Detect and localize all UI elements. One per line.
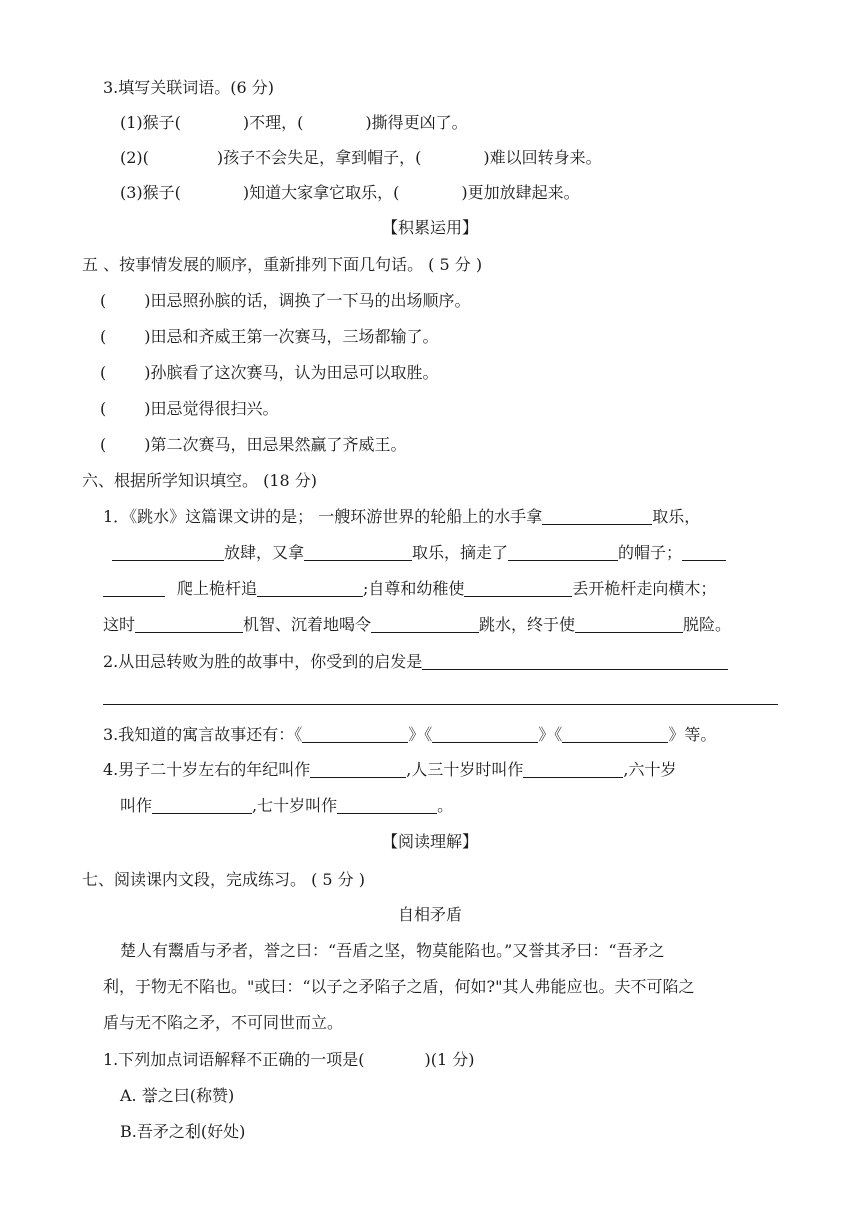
section-heading-reading: 【阅读理解】 (381, 832, 478, 851)
text: A. (120, 1086, 142, 1105)
fill-blank[interactable] (302, 726, 408, 743)
text: ,人三十岁时叫作 (406, 760, 524, 779)
text: )难以回转身来。 (483, 148, 602, 167)
text: 》《 (408, 725, 433, 744)
fill-blank[interactable] (464, 580, 572, 597)
text: (1)猴子( (120, 113, 181, 132)
text: )(1 分) (424, 1050, 475, 1069)
q6-s4-line2 (120, 795, 453, 817)
paren-open: ( (100, 435, 107, 454)
q5-item (100, 398, 279, 420)
text: ;自尊和幼稚使 (363, 579, 465, 598)
text: )孩子不会失足，拿到帽子，( (216, 148, 422, 167)
text: 之曰(称赞) (157, 1086, 235, 1105)
paren-open: ( (100, 327, 107, 346)
text: 》等。 (668, 725, 717, 744)
fill-blank[interactable] (310, 761, 406, 778)
q4-line-3 (120, 182, 580, 204)
item-text: 田忌觉得很扫兴。 (150, 399, 279, 418)
text: 机智、沉着地喝令 (243, 615, 372, 634)
text: 1．《跳水》这篇课文讲的是； 一艘环游世界的轮船上的水手拿 (103, 507, 543, 526)
text: )不理，( (242, 113, 304, 132)
q7-title: 七、阅读课内文段，完成练习。 ( 5 分 ) (82, 870, 366, 889)
q7-sub1 (103, 1049, 475, 1071)
q4-line-1 (120, 112, 468, 134)
option-a[interactable] (120, 1085, 234, 1107)
text: 丢开桅杆走向横木； (572, 579, 717, 598)
fill-blank[interactable] (304, 544, 412, 561)
fill-blank[interactable] (422, 653, 728, 670)
text: 放肆，又拿 (224, 543, 305, 562)
passage-line: 楚人有鬻盾与矛者，誉之曰：“吾盾之坚，物莫能陷也。”又誉其矛曰：“吾矛之 (120, 941, 665, 960)
q6-title: 六、根据所学知识填空。 (18 分) (82, 471, 318, 490)
fill-blank[interactable] (575, 616, 683, 633)
text: 1.下列加点词语解释不正确的一项是( (103, 1050, 365, 1069)
text: )知道大家拿它取乐，( (242, 183, 400, 202)
q5-title: 五 、按事情发展的顺序，重新排列下面几句话。 ( 5 分 ) (82, 255, 483, 274)
paren-open: ( (100, 363, 107, 382)
paren-close: ) (144, 327, 151, 346)
fill-blank[interactable] (523, 761, 623, 778)
q6-s1-line1 (103, 506, 700, 528)
answer-line[interactable] (103, 704, 778, 705)
fill-blank[interactable] (135, 616, 243, 633)
q4-title: 3.填写关联词语。(6 分) (103, 78, 275, 97)
q6-s4-line1 (103, 759, 676, 781)
fill-blank[interactable] (562, 726, 668, 743)
text: 的帽子； (618, 543, 683, 562)
text: 叫作 (120, 796, 153, 815)
q5-item (100, 290, 471, 312)
paren-close: ) (144, 399, 151, 418)
q6-s3 (103, 724, 716, 746)
fill-blank[interactable] (152, 797, 252, 814)
item-text: 田忌照孙膑的话，调换了一下马的出场顺序。 (150, 291, 471, 310)
section-heading-accumulate: 【积累运用】 (381, 218, 478, 237)
text: 脱险。 (683, 615, 732, 634)
q5-item (100, 362, 439, 384)
paren-open: ( (100, 291, 107, 310)
passage-line: 利，于物无不陷也。"或曰：“以子之矛陷子之盾，何如?"其人弗能应也。夫不可陷之 (103, 977, 695, 996)
text: ,六十岁 (623, 760, 677, 779)
q6-s2 (103, 651, 728, 673)
q6-s1-line2 (112, 542, 726, 564)
text: B.吾矛之 (120, 1122, 185, 1141)
text: )撕得更凶了。 (365, 113, 468, 132)
q5-item (100, 326, 439, 348)
fill-blank[interactable] (112, 544, 224, 561)
fill-blank[interactable] (682, 544, 726, 561)
q4-line-2 (120, 147, 602, 169)
fill-blank[interactable] (257, 580, 363, 597)
item-text: 田忌和齐威王第一次赛马，三场都输了。 (150, 327, 439, 346)
q6-s1-line4 (103, 614, 731, 636)
text: ,七十岁叫作 (252, 796, 338, 815)
text: (好处) (200, 1122, 246, 1141)
text: 这时 (103, 615, 136, 634)
text: 2.从田忌转败为胜的故事中，你受到的启发是 (103, 652, 423, 671)
fill-blank[interactable] (432, 726, 538, 743)
fill-blank[interactable] (103, 580, 165, 597)
text: 跳水，终于使 (479, 615, 576, 634)
text: (2)( (120, 148, 149, 167)
text: 》《 (538, 725, 563, 744)
fill-blank[interactable] (371, 616, 479, 633)
text: 。 (437, 796, 454, 815)
text: 3.我知道的寓言故事还有：《 (103, 725, 303, 744)
text: 取乐， (652, 507, 701, 526)
q5-item (100, 434, 407, 456)
paren-close: ) (144, 363, 151, 382)
passage-title: 自相矛盾 (397, 905, 462, 924)
passage-line: 盾与无不陷之矛，不可同世而立。 (103, 1013, 344, 1032)
dotted-word: 誉 (141, 1086, 158, 1105)
item-text: 第二次赛马，田忌果然赢了齐威王。 (150, 435, 407, 454)
paren-close: ) (144, 435, 151, 454)
paren-close: ) (144, 291, 151, 310)
text: )更加放肆起来。 (461, 183, 580, 202)
text: (3)猴子( (120, 183, 181, 202)
q6-s1-line3 (103, 578, 716, 600)
text: 爬上桅杆追 (177, 579, 258, 598)
text: 取乐，摘走了 (412, 543, 509, 562)
dotted-word: 利 (184, 1122, 201, 1141)
fill-blank[interactable] (542, 508, 652, 525)
text: 4.男子二十岁左右的年纪叫作 (103, 760, 311, 779)
fill-blank[interactable] (337, 797, 437, 814)
paren-open: ( (100, 399, 107, 418)
item-text: 孙膑看了这次赛马，认为田忌可以取胜。 (150, 363, 439, 382)
option-b[interactable] (120, 1121, 245, 1143)
fill-blank[interactable] (508, 544, 618, 561)
